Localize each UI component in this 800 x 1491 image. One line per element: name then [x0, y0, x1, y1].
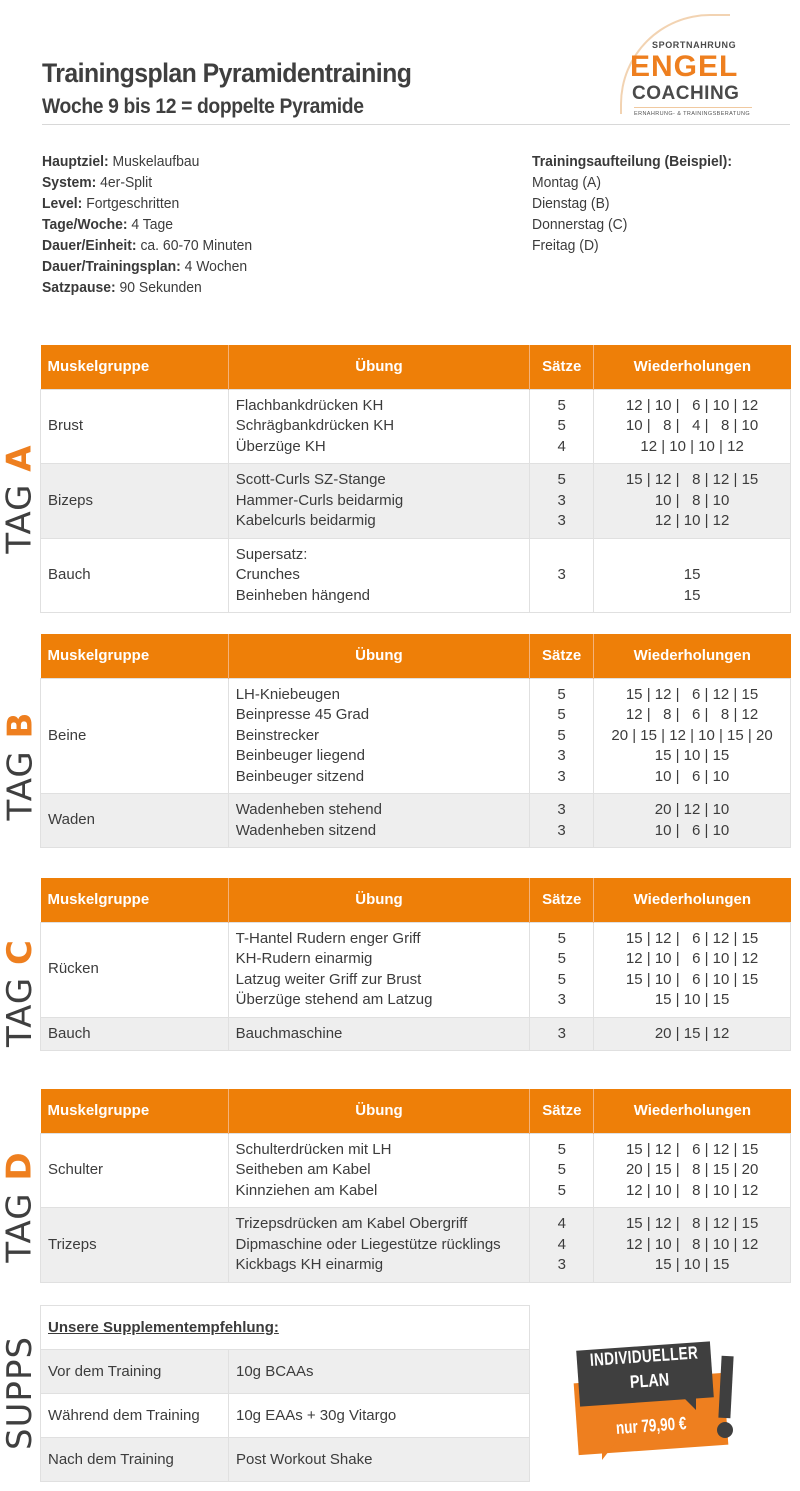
supplement-what: 10g EAAs + 30g Vitargo: [229, 1394, 530, 1438]
table-header-row: [41, 878, 791, 922]
side-label-tag-a: [0, 389, 40, 609]
reps-line: 10 | 8 | 10: [654, 491, 730, 509]
exclamation-icon: [718, 1356, 733, 1419]
muscle-group-cell: Schulter: [41, 1133, 229, 1208]
exercise-line: Überzüge stehend am Latzug: [235, 991, 433, 1008]
table-row: [41, 1133, 791, 1208]
exercise-line: Beinbeuger liegend: [235, 747, 365, 764]
info-row: [42, 256, 252, 277]
logo-tagline: ERNAHRUNG- & TRAININGSBERATUNG: [634, 111, 751, 117]
training-split: [532, 151, 747, 256]
sets-line: 3: [557, 821, 566, 839]
table-row: [41, 538, 791, 613]
reps-cell: [594, 922, 791, 1017]
reps-cell: [594, 678, 791, 794]
reps-cell: [594, 1133, 791, 1208]
sets-line: 5: [557, 726, 566, 744]
tag-prefix: TAG: [0, 964, 40, 1047]
info-label: System:: [42, 174, 97, 191]
split-day: Dienstag (B): [532, 195, 610, 212]
header-divider: [42, 124, 790, 125]
table-row: [41, 1017, 791, 1051]
sets-cell: [530, 678, 594, 794]
info-value: 90 Sekunden: [119, 279, 202, 296]
muscle-group-cell: Waden: [41, 794, 229, 848]
info-label: Satzpause:: [42, 279, 116, 296]
exercise-cell: [228, 922, 530, 1017]
sets-line: 3: [557, 491, 566, 509]
sets-line: 5: [557, 1161, 566, 1178]
column-header-muscle: Muskelgruppe: [41, 345, 229, 389]
tag-letter: D: [0, 1150, 40, 1181]
sets-line: 3: [557, 1024, 566, 1042]
logo-sub-text: COACHING: [632, 83, 740, 104]
supplement-row: [41, 1394, 530, 1438]
info-label: Dauer/Trainingsplan:: [42, 258, 181, 275]
exercise-line: Beinstrecker: [235, 726, 320, 744]
promo-line1: INDIVIDUELLER: [589, 1342, 699, 1370]
reps-line: 12 | 10 | 12: [654, 512, 730, 529]
supplement-what: 10g BCAAs: [229, 1350, 530, 1394]
reps-cell: [594, 464, 791, 539]
supplement-row: [41, 1438, 530, 1482]
exercise-cell: [228, 538, 530, 613]
reps-line: [601, 545, 783, 566]
info-label: Tage/Woche:: [42, 216, 128, 233]
exercise-line: Schrägbankdrücken KH: [235, 417, 395, 434]
muscle-group-cell: Bauch: [41, 1017, 229, 1051]
reps-line: 15 | 12 | 8 | 12 | 15: [625, 1215, 759, 1232]
reps-cell: [594, 1017, 791, 1051]
side-label-text: [0, 711, 40, 820]
workout-table-tag-b: [40, 634, 791, 848]
sets-cell: [530, 464, 594, 539]
exercise-line: LH-Kniebeugen: [235, 685, 340, 703]
reps-cell: [594, 389, 791, 464]
exercise-line: Kickbags KH einarmig: [235, 1256, 384, 1273]
info-row: [42, 172, 252, 193]
side-label-supps: [0, 1305, 40, 1480]
sets-line: 3: [557, 991, 566, 1008]
reps-line: 15 | 12 | 6 | 12 | 15: [625, 1140, 759, 1158]
reps-line: 20 | 15 | 12 | 10 | 15 | 20: [611, 726, 773, 744]
info-value: ca. 60-70 Minuten: [140, 237, 253, 254]
supplement-what: Post Workout Shake: [229, 1438, 530, 1482]
supplement-when: Vor dem Training: [41, 1350, 229, 1394]
sets-cell: [530, 922, 594, 1017]
exercise-line: Überzüge KH: [235, 437, 326, 455]
tag-prefix: TAG: [0, 1180, 40, 1263]
column-header-reps: Wiederholungen: [594, 634, 791, 678]
tag-prefix: TAG: [0, 471, 40, 554]
side-label-text: [0, 444, 40, 553]
side-label-text: SUPPS: [0, 1335, 40, 1450]
exercise-line: Latzug weiter Griff zur Brust: [235, 970, 422, 988]
sets-line: 3: [557, 512, 566, 529]
exercise-line: Trizepsdrücken am Kabel Obergriff: [235, 1215, 468, 1232]
reps-line: 10 | 6 | 10: [654, 767, 730, 785]
exercise-line: Schulterdrücken mit LH: [235, 1140, 392, 1158]
plan-info: [42, 151, 268, 298]
exercise-line: Wadenheben stehend: [235, 801, 382, 818]
supplement-table: [40, 1305, 530, 1482]
exercise-line: Crunches: [235, 566, 300, 583]
split-day: Freitag (D): [532, 237, 599, 254]
exercise-line: Wadenheben sitzend: [235, 821, 377, 839]
supplement-heading-row: [41, 1306, 530, 1350]
sets-line: 5: [557, 1140, 566, 1158]
table-row: [41, 1208, 791, 1283]
muscle-group-cell: Beine: [41, 678, 229, 794]
table-header-row: [41, 345, 791, 389]
reps-line: 15: [683, 566, 701, 583]
reps-line: 15 | 12 | 6 | 12 | 15: [625, 685, 759, 703]
reps-line: 12 | 10 | 8 | 10 | 12: [625, 1235, 759, 1253]
reps-line: 15 | 10 | 6 | 10 | 15: [625, 970, 759, 988]
sets-line: 5: [557, 929, 566, 947]
sets-line: 5: [557, 685, 566, 703]
column-header-reps: Wiederholungen: [594, 1089, 791, 1133]
table-header-row: [41, 634, 791, 678]
sets-line: 3: [557, 801, 566, 818]
split-day: Donnerstag (C): [532, 216, 628, 233]
promo-dark-bubble-tail: [684, 1398, 696, 1410]
side-label-text: [0, 939, 40, 1047]
sets-line: [537, 545, 586, 566]
exercise-cell: [228, 1017, 530, 1051]
sets-line: 5: [557, 417, 566, 434]
sets-line: 4: [557, 1235, 566, 1253]
exercise-line: Flachbankdrücken KH: [235, 396, 384, 414]
muscle-group-cell: Bizeps: [41, 464, 229, 539]
supplement-when: Während dem Training: [41, 1394, 229, 1438]
column-header-reps: Wiederholungen: [594, 878, 791, 922]
supplement-heading: Unsere Supplementempfehlung:: [41, 1306, 530, 1350]
sets-line: 3: [557, 747, 566, 764]
supplement-when: Nach dem Training: [41, 1438, 229, 1482]
promo-line2: PLAN: [629, 1369, 670, 1392]
info-value: Muskelaufbau: [112, 153, 200, 170]
sets-cell: [530, 1133, 594, 1208]
column-header-exercise: Übung: [228, 878, 530, 922]
promo-price: nur 79,90 €: [615, 1413, 688, 1438]
sets-line: 5: [557, 396, 566, 414]
column-header-muscle: Muskelgruppe: [41, 634, 229, 678]
column-header-reps: Wiederholungen: [594, 345, 791, 389]
info-row: [42, 214, 252, 235]
workout-table-tag-c: [40, 878, 791, 1051]
split-title: [532, 151, 732, 172]
info-value: 4er-Split: [100, 174, 153, 191]
reps-line: 12 | 10 | 10 | 12: [640, 437, 744, 455]
sets-cell: [530, 794, 594, 848]
info-value: 4 Tage: [131, 216, 174, 233]
sets-cell: [530, 1208, 594, 1283]
exercise-line: Bauchmaschine: [235, 1024, 343, 1042]
exercise-line: Beinbeuger sitzend: [235, 767, 365, 785]
reps-line: 15 | 10 | 15: [654, 747, 730, 764]
exercise-line: Beinpresse 45 Grad: [235, 706, 370, 723]
reps-line: 20 | 15 | 12: [654, 1024, 730, 1042]
sets-line: 4: [557, 1215, 566, 1232]
column-header-exercise: Übung: [228, 1089, 530, 1133]
reps-line: 15 | 12 | 8 | 12 | 15: [625, 471, 759, 488]
sets-line: 3: [557, 1256, 566, 1273]
exercise-cell: [228, 1208, 530, 1283]
tag-prefix: TAG: [0, 737, 40, 820]
side-label-tag-d: [0, 1133, 40, 1280]
side-label-tag-b: [0, 678, 40, 853]
split-day: Montag (A): [532, 174, 602, 191]
muscle-group-cell: Trizeps: [41, 1208, 229, 1283]
info-value: Fortgeschritten: [86, 195, 180, 212]
individual-plan-promo[interactable]: [572, 1338, 742, 1468]
exercise-cell: [228, 464, 530, 539]
info-label: Level:: [42, 195, 83, 212]
sets-line: 5: [557, 706, 566, 723]
muscle-group-cell: Rücken: [41, 922, 229, 1017]
reps-cell: [594, 794, 791, 848]
table-row: [41, 678, 791, 794]
brand-logo: [612, 6, 760, 124]
sets-cell: [530, 538, 594, 613]
workout-table-tag-d: [40, 1089, 791, 1283]
workout-table-tag-a: [40, 345, 791, 613]
exclamation-dot-icon: [717, 1422, 733, 1438]
column-header-exercise: Übung: [228, 345, 530, 389]
logo-brand-text: ENGEL: [630, 50, 739, 83]
info-row: [42, 151, 252, 172]
reps-line: 10 | 8 | 4 | 8 | 10: [625, 417, 759, 434]
sets-line: 5: [557, 1181, 566, 1199]
reps-line: 12 | 10 | 6 | 10 | 12: [625, 396, 759, 414]
muscle-group-cell: Bauch: [41, 538, 229, 613]
info-label: Dauer/Einheit:: [42, 237, 137, 254]
page-title: Trainingsplan Pyramidentraining: [42, 58, 412, 88]
tag-letter: A: [0, 444, 40, 472]
exercise-line: Seitheben am Kabel: [235, 1161, 371, 1178]
promo-orange-bubble-tail: [602, 1442, 616, 1460]
table-row: [41, 922, 791, 1017]
exercise-line: Hammer-Curls beidarmig: [235, 491, 404, 509]
page-subtitle: Woche 9 bis 12 = doppelte Pyramide: [42, 95, 364, 118]
info-row: [42, 193, 252, 214]
reps-line: 15: [683, 586, 701, 604]
reps-line: 15 | 10 | 15: [654, 1256, 730, 1273]
info-row: [42, 235, 252, 256]
logo-top-text: SPORTNAHRUNG: [652, 40, 737, 50]
table-header-row: [41, 1089, 791, 1133]
sets-line: 5: [557, 471, 566, 488]
reps-line: 20 | 12 | 10: [654, 801, 730, 818]
sets-line: [537, 586, 586, 607]
reps-line: 15 | 10 | 15: [654, 991, 730, 1008]
info-label: Hauptziel:: [42, 153, 109, 170]
reps-line: 20 | 15 | 8 | 15 | 20: [625, 1161, 759, 1178]
column-header-exercise: Übung: [228, 634, 529, 678]
table-row: [41, 794, 791, 848]
reps-line: 12 | 8 | 6 | 8 | 12: [625, 706, 759, 723]
sets-line: 5: [557, 970, 566, 988]
reps-line: 10 | 6 | 10: [654, 821, 730, 839]
side-label-text: [0, 1151, 40, 1262]
column-header-sets: Sätze: [530, 345, 594, 389]
exercise-cell: [228, 678, 529, 794]
tag-letter: C: [0, 938, 40, 965]
exercise-line: Kinnziehen am Kabel: [235, 1181, 378, 1199]
sets-line: 3: [557, 767, 566, 785]
exercise-line: Scott-Curls SZ-Stange: [235, 471, 386, 488]
column-header-muscle: Muskelgruppe: [41, 1089, 229, 1133]
sets-line: 5: [557, 950, 566, 967]
column-header-sets: Sätze: [530, 634, 594, 678]
exercise-line: Dipmaschine oder Liegestütze rücklings: [235, 1235, 501, 1253]
muscle-group-cell: Brust: [41, 389, 229, 464]
reps-cell: [594, 538, 791, 613]
split-title-text: Trainingsaufteilung (Beispiel):: [532, 153, 732, 170]
info-row: [42, 277, 252, 298]
column-header-muscle: Muskelgruppe: [41, 878, 229, 922]
exercise-line: Kabelcurls beidarmig: [235, 512, 376, 529]
sets-line: 4: [557, 437, 566, 455]
exercise-line: KH-Rudern einarmig: [235, 950, 373, 967]
exercise-cell: [228, 389, 530, 464]
exercise-cell: [228, 1133, 530, 1208]
exercise-line: Supersatz:: [235, 545, 308, 563]
sets-cell: [530, 389, 594, 464]
column-header-sets: Sätze: [530, 1089, 594, 1133]
sets-line: 3: [557, 566, 566, 583]
info-value: 4 Wochen: [184, 258, 248, 275]
exercise-line: Beinheben hängend: [235, 586, 370, 604]
table-row: [41, 464, 791, 539]
logo-divider: [634, 107, 752, 108]
exercise-line: T-Hantel Rudern enger Griff: [235, 929, 421, 947]
column-header-sets: Sätze: [530, 878, 594, 922]
sets-cell: [530, 1017, 594, 1051]
side-label-tag-c: [0, 922, 40, 1063]
supplement-row: [41, 1350, 530, 1394]
tag-letter: B: [0, 711, 40, 738]
reps-line: 12 | 10 | 6 | 10 | 12: [625, 950, 759, 967]
exercise-cell: [228, 794, 529, 848]
reps-line: 12 | 10 | 8 | 10 | 12: [625, 1181, 759, 1199]
reps-line: 15 | 12 | 6 | 12 | 15: [625, 929, 759, 947]
reps-cell: [594, 1208, 791, 1283]
table-row: [41, 389, 791, 464]
